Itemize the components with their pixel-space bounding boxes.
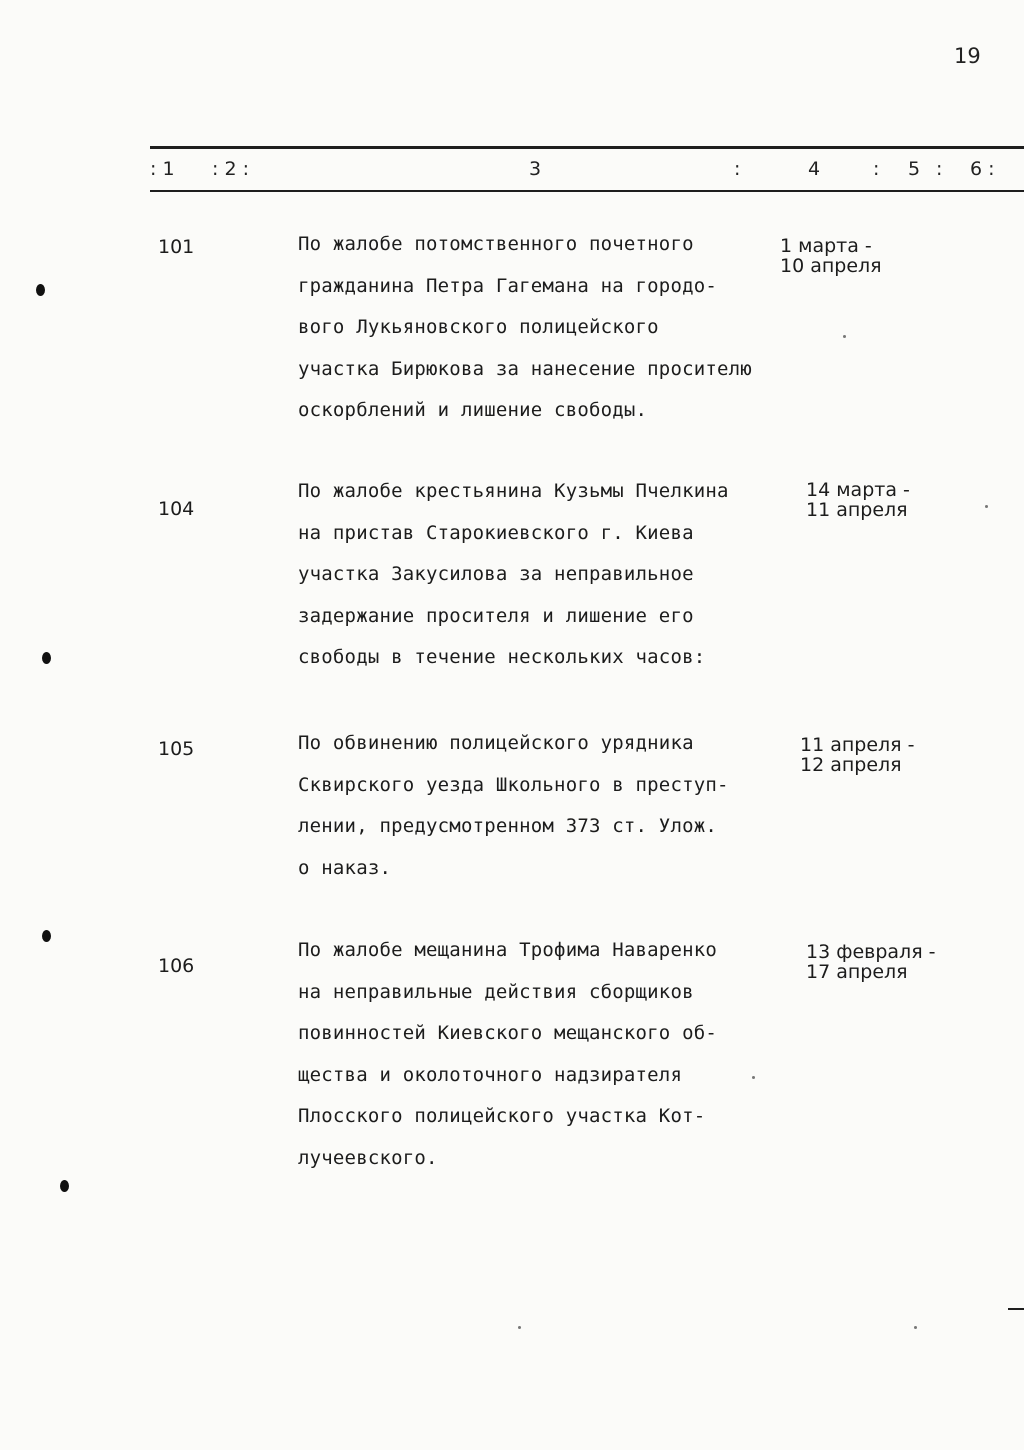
binding-hole bbox=[42, 652, 51, 664]
entry-number: 106 bbox=[158, 955, 195, 977]
column-4-header: 4 bbox=[808, 158, 821, 180]
column-separator: : bbox=[873, 158, 880, 180]
entry-date-range: 1 марта - 10 апреля bbox=[780, 235, 882, 277]
entry-date-range: 11 апреля - 12 апреля bbox=[800, 734, 915, 776]
binding-hole bbox=[36, 284, 45, 296]
entry-number: 104 bbox=[158, 498, 195, 520]
scan-speck bbox=[518, 1326, 521, 1329]
entry-date-range: 13 февраля - 17 апреля bbox=[806, 941, 936, 983]
scan-speck bbox=[752, 1076, 755, 1079]
entry-description: По жалобе крестьянина Кузьмы Пчелкина на пристав Старокиевского г. Киева участка Закусилова за неправильное задержание просителя и лишение его свободы в течение нескольких часов: bbox=[298, 480, 729, 668]
entry-description: По жалобе мещанина Трофима Наваренко на неправильные действия сборщиков повинностей Киевского мещанского об- щества и околоточного надзирателя Плосского полицейского участка Кот- лучеевского. bbox=[298, 939, 718, 1169]
table-header-rule bbox=[150, 190, 1024, 192]
scan-speck bbox=[843, 335, 846, 338]
column-3-header: 3 bbox=[529, 158, 542, 180]
entry-number: 101 bbox=[158, 236, 195, 258]
page-number: 19 bbox=[954, 44, 981, 68]
binding-hole bbox=[42, 930, 51, 942]
column-1-header: : 1 bbox=[150, 158, 175, 180]
edge-mark bbox=[1008, 1308, 1024, 1310]
table-top-rule bbox=[150, 146, 1024, 149]
column-5-header: 5 bbox=[908, 158, 921, 180]
scan-speck bbox=[914, 1326, 917, 1329]
table-header-row bbox=[0, 158, 1024, 186]
scan-speck bbox=[985, 505, 988, 508]
binding-hole bbox=[60, 1180, 69, 1192]
column-separator: : bbox=[936, 158, 943, 180]
entry-number: 105 bbox=[158, 738, 195, 760]
column-separator: : bbox=[734, 158, 741, 180]
entry-description: По обвинению полицейского урядника Сквирского уезда Школьного в преступ- лении, предусмотренном 373 ст. Улож. о наказ. bbox=[298, 732, 729, 879]
column-6-header: 6 : bbox=[970, 158, 995, 180]
entry-description: По жалобе потомственного почетного гражданина Петра Гагемана на городо- вого Лукьяновского полицейского участка Бирюкова за нанесение просителю оскорблений и лишение свободы. bbox=[298, 233, 752, 421]
column-2-header: : 2 : bbox=[212, 158, 249, 180]
entry-date-range: 14 марта - 11 апреля bbox=[806, 479, 910, 521]
